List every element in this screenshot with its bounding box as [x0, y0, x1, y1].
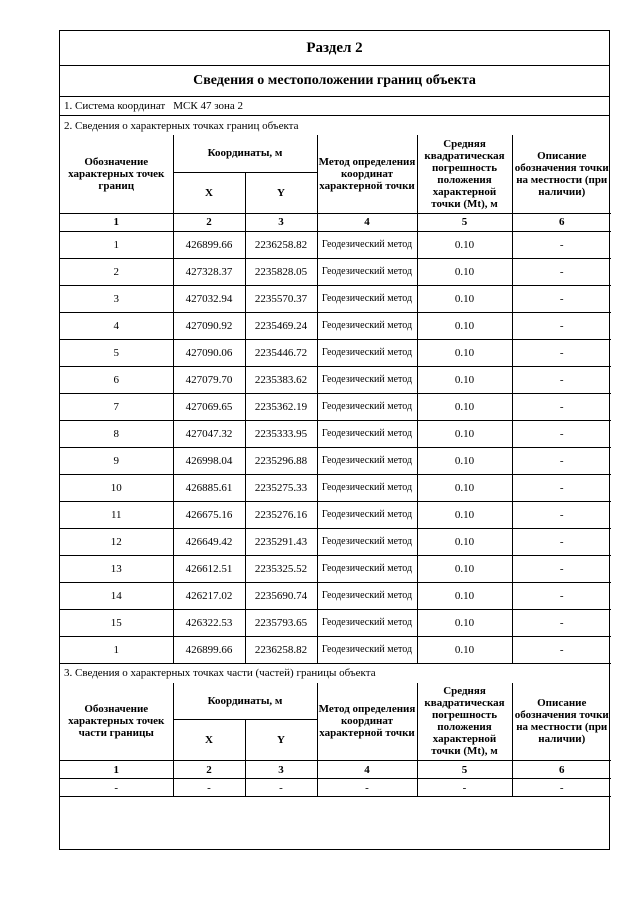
- method-cell: Геодезический метод: [317, 339, 417, 366]
- description-cell: -: [512, 447, 611, 474]
- coord-x: 427079.70: [173, 366, 245, 393]
- point-number: 8: [60, 420, 173, 447]
- section2-label: 2. Сведения о характерных точках границ объекта: [64, 119, 299, 132]
- method-cell: Геодезический метод: [317, 231, 417, 258]
- table-row: [60, 582, 611, 609]
- error-cell: 0.10: [417, 528, 512, 555]
- coord-x: 427090.92: [173, 312, 245, 339]
- column-numbers-row: [60, 213, 611, 231]
- col-number: 5: [417, 213, 512, 231]
- description-cell: -: [512, 393, 611, 420]
- point-number: 12: [60, 528, 173, 555]
- error-cell: 0.10: [417, 231, 512, 258]
- point-number: 1: [60, 231, 173, 258]
- header-error: Средняя квадратическая погрешность положения характерной точки (Mt), м: [417, 683, 512, 761]
- error-cell: 0.10: [417, 636, 512, 663]
- point-number: 1: [60, 636, 173, 663]
- description-cell: -: [512, 420, 611, 447]
- error-cell: 0.10: [417, 474, 512, 501]
- header-description: Описание обозначения точки на местности (при наличии): [512, 135, 611, 213]
- coord-y: 2235362.19: [245, 393, 317, 420]
- point-number: 10: [60, 474, 173, 501]
- coord-y: 2236258.82: [245, 636, 317, 663]
- coord-y: 2235793.65: [245, 609, 317, 636]
- point-number: 7: [60, 393, 173, 420]
- coord-x: 426612.51: [173, 555, 245, 582]
- point-number: 14: [60, 582, 173, 609]
- col-number: 1: [60, 761, 173, 779]
- header-description: Описание обозначения точки на местности (при наличии): [512, 683, 611, 761]
- point-number: 9: [60, 447, 173, 474]
- coord-y: 2235275.33: [245, 474, 317, 501]
- coord-y: 2235446.72: [245, 339, 317, 366]
- section3-label: 3. Сведения о характерных точках части (частей) границы объекта: [64, 667, 376, 679]
- method-cell: Геодезический метод: [317, 501, 417, 528]
- coord-x: 427328.37: [173, 258, 245, 285]
- point-number: 5: [60, 339, 173, 366]
- coord-x: 427032.94: [173, 285, 245, 312]
- description-cell: -: [512, 366, 611, 393]
- document-frame: [59, 30, 610, 850]
- description-cell: -: [512, 312, 611, 339]
- method-cell: Геодезический метод: [317, 258, 417, 285]
- coord-system-label: 1. Система координат: [64, 100, 166, 112]
- coord-y: 2235291.43: [245, 528, 317, 555]
- table-row: [60, 636, 611, 663]
- method-cell: Геодезический метод: [317, 528, 417, 555]
- header-x: X: [173, 172, 245, 213]
- error-cell: 0.10: [417, 582, 512, 609]
- coord-x: 426649.42: [173, 528, 245, 555]
- table-row: [60, 555, 611, 582]
- description-cell: -: [512, 231, 611, 258]
- boundary-points-table: [60, 135, 611, 664]
- coord-x: 426998.04: [173, 447, 245, 474]
- coord-x: 427047.32: [173, 420, 245, 447]
- point-number: 6: [60, 366, 173, 393]
- header-x: X: [173, 720, 245, 761]
- coord-x: 426899.66: [173, 636, 245, 663]
- error-cell: 0.10: [417, 420, 512, 447]
- error-cell: 0.10: [417, 258, 512, 285]
- method-cell: Геодезический метод: [317, 285, 417, 312]
- coord-x: 426885.61: [173, 474, 245, 501]
- coord-y: 2235296.88: [245, 447, 317, 474]
- description-cell: -: [512, 528, 611, 555]
- coord-x: 427090.06: [173, 339, 245, 366]
- method-cell: Геодезический метод: [317, 609, 417, 636]
- method-cell: Геодезический метод: [317, 447, 417, 474]
- col-number: 6: [512, 213, 611, 231]
- error-cell: 0.10: [417, 393, 512, 420]
- table-row: [60, 285, 611, 312]
- table-row: [60, 393, 611, 420]
- description-cell: -: [512, 474, 611, 501]
- error-cell: 0.10: [417, 447, 512, 474]
- header-designation: Обозначение характерных точек части границы: [60, 683, 173, 761]
- coord-y: 2235570.37: [245, 285, 317, 312]
- coord-x: 426899.66: [173, 231, 245, 258]
- header-method: Метод определения координат характерной точки: [317, 135, 417, 213]
- document-subtitle: Сведения о местоположении границ объекта: [60, 66, 609, 97]
- section-title: Раздел 2: [60, 31, 609, 66]
- table-row: [60, 501, 611, 528]
- description-cell: -: [512, 555, 611, 582]
- coord-x: -: [173, 779, 245, 797]
- part-boundary-points-table: [60, 683, 611, 798]
- point-number: 11: [60, 501, 173, 528]
- table-row: [60, 231, 611, 258]
- error-cell: 0.10: [417, 312, 512, 339]
- col-number: 4: [317, 761, 417, 779]
- description-cell: -: [512, 501, 611, 528]
- header-coordinates: Координаты, м: [173, 683, 317, 720]
- coord-x: 426675.16: [173, 501, 245, 528]
- description-cell: -: [512, 779, 611, 797]
- header-coordinates: Координаты, м: [173, 135, 317, 172]
- header-y: Y: [245, 172, 317, 213]
- coord-y: 2235469.24: [245, 312, 317, 339]
- point-number: -: [60, 779, 173, 797]
- error-cell: 0.10: [417, 555, 512, 582]
- description-cell: -: [512, 609, 611, 636]
- method-cell: Геодезический метод: [317, 636, 417, 663]
- col-number: 3: [245, 761, 317, 779]
- table-row: [60, 528, 611, 555]
- col-number: 5: [417, 761, 512, 779]
- description-cell: -: [512, 258, 611, 285]
- error-cell: 0.10: [417, 339, 512, 366]
- coord-system-line: [60, 97, 609, 116]
- description-cell: -: [512, 636, 611, 663]
- coord-y: 2236258.82: [245, 231, 317, 258]
- coord-y: 2235276.16: [245, 501, 317, 528]
- table-row: [60, 312, 611, 339]
- method-cell: Геодезический метод: [317, 312, 417, 339]
- method-cell: Геодезический метод: [317, 555, 417, 582]
- header-y: Y: [245, 720, 317, 761]
- coord-system-value: МСК 47 зона 2: [173, 100, 243, 112]
- point-number: 13: [60, 555, 173, 582]
- header-error: Средняя квадратическая погрешность положения характерной точки (Mt), м: [417, 135, 512, 213]
- description-cell: -: [512, 582, 611, 609]
- coord-y: 2235828.05: [245, 258, 317, 285]
- point-number: 3: [60, 285, 173, 312]
- error-cell: 0.10: [417, 285, 512, 312]
- coord-y: 2235690.74: [245, 582, 317, 609]
- error-cell: 0.10: [417, 609, 512, 636]
- point-number: 2: [60, 258, 173, 285]
- col-number: 3: [245, 213, 317, 231]
- col-number: 2: [173, 761, 245, 779]
- method-cell: Геодезический метод: [317, 582, 417, 609]
- table-row: [60, 609, 611, 636]
- table-row: [60, 258, 611, 285]
- method-cell: Геодезический метод: [317, 420, 417, 447]
- method-cell: Геодезический метод: [317, 393, 417, 420]
- coord-y: 2235325.52: [245, 555, 317, 582]
- method-cell: -: [317, 779, 417, 797]
- coord-y: 2235333.95: [245, 420, 317, 447]
- description-cell: -: [512, 285, 611, 312]
- table-row: [60, 474, 611, 501]
- coord-y: -: [245, 779, 317, 797]
- table-row: [60, 366, 611, 393]
- col-number: 6: [512, 761, 611, 779]
- header-designation: Обозначение характерных точек границ: [60, 135, 173, 213]
- point-number: 15: [60, 609, 173, 636]
- method-cell: Геодезический метод: [317, 474, 417, 501]
- error-cell: -: [417, 779, 512, 797]
- coord-x: 427069.65: [173, 393, 245, 420]
- col-number: 4: [317, 213, 417, 231]
- point-number: 4: [60, 312, 173, 339]
- table-row: [60, 779, 611, 797]
- empty-footer-area: [60, 797, 609, 841]
- col-number: 1: [60, 213, 173, 231]
- table-row: [60, 339, 611, 366]
- col-number: 2: [173, 213, 245, 231]
- coord-y: 2235383.62: [245, 366, 317, 393]
- error-cell: 0.10: [417, 501, 512, 528]
- header-method: Метод определения координат характерной точки: [317, 683, 417, 761]
- coord-x: 426322.53: [173, 609, 245, 636]
- table-row: [60, 447, 611, 474]
- error-cell: 0.10: [417, 366, 512, 393]
- description-cell: -: [512, 339, 611, 366]
- table-row: [60, 420, 611, 447]
- column-numbers-row: [60, 761, 611, 779]
- method-cell: Геодезический метод: [317, 366, 417, 393]
- coord-x: 426217.02: [173, 582, 245, 609]
